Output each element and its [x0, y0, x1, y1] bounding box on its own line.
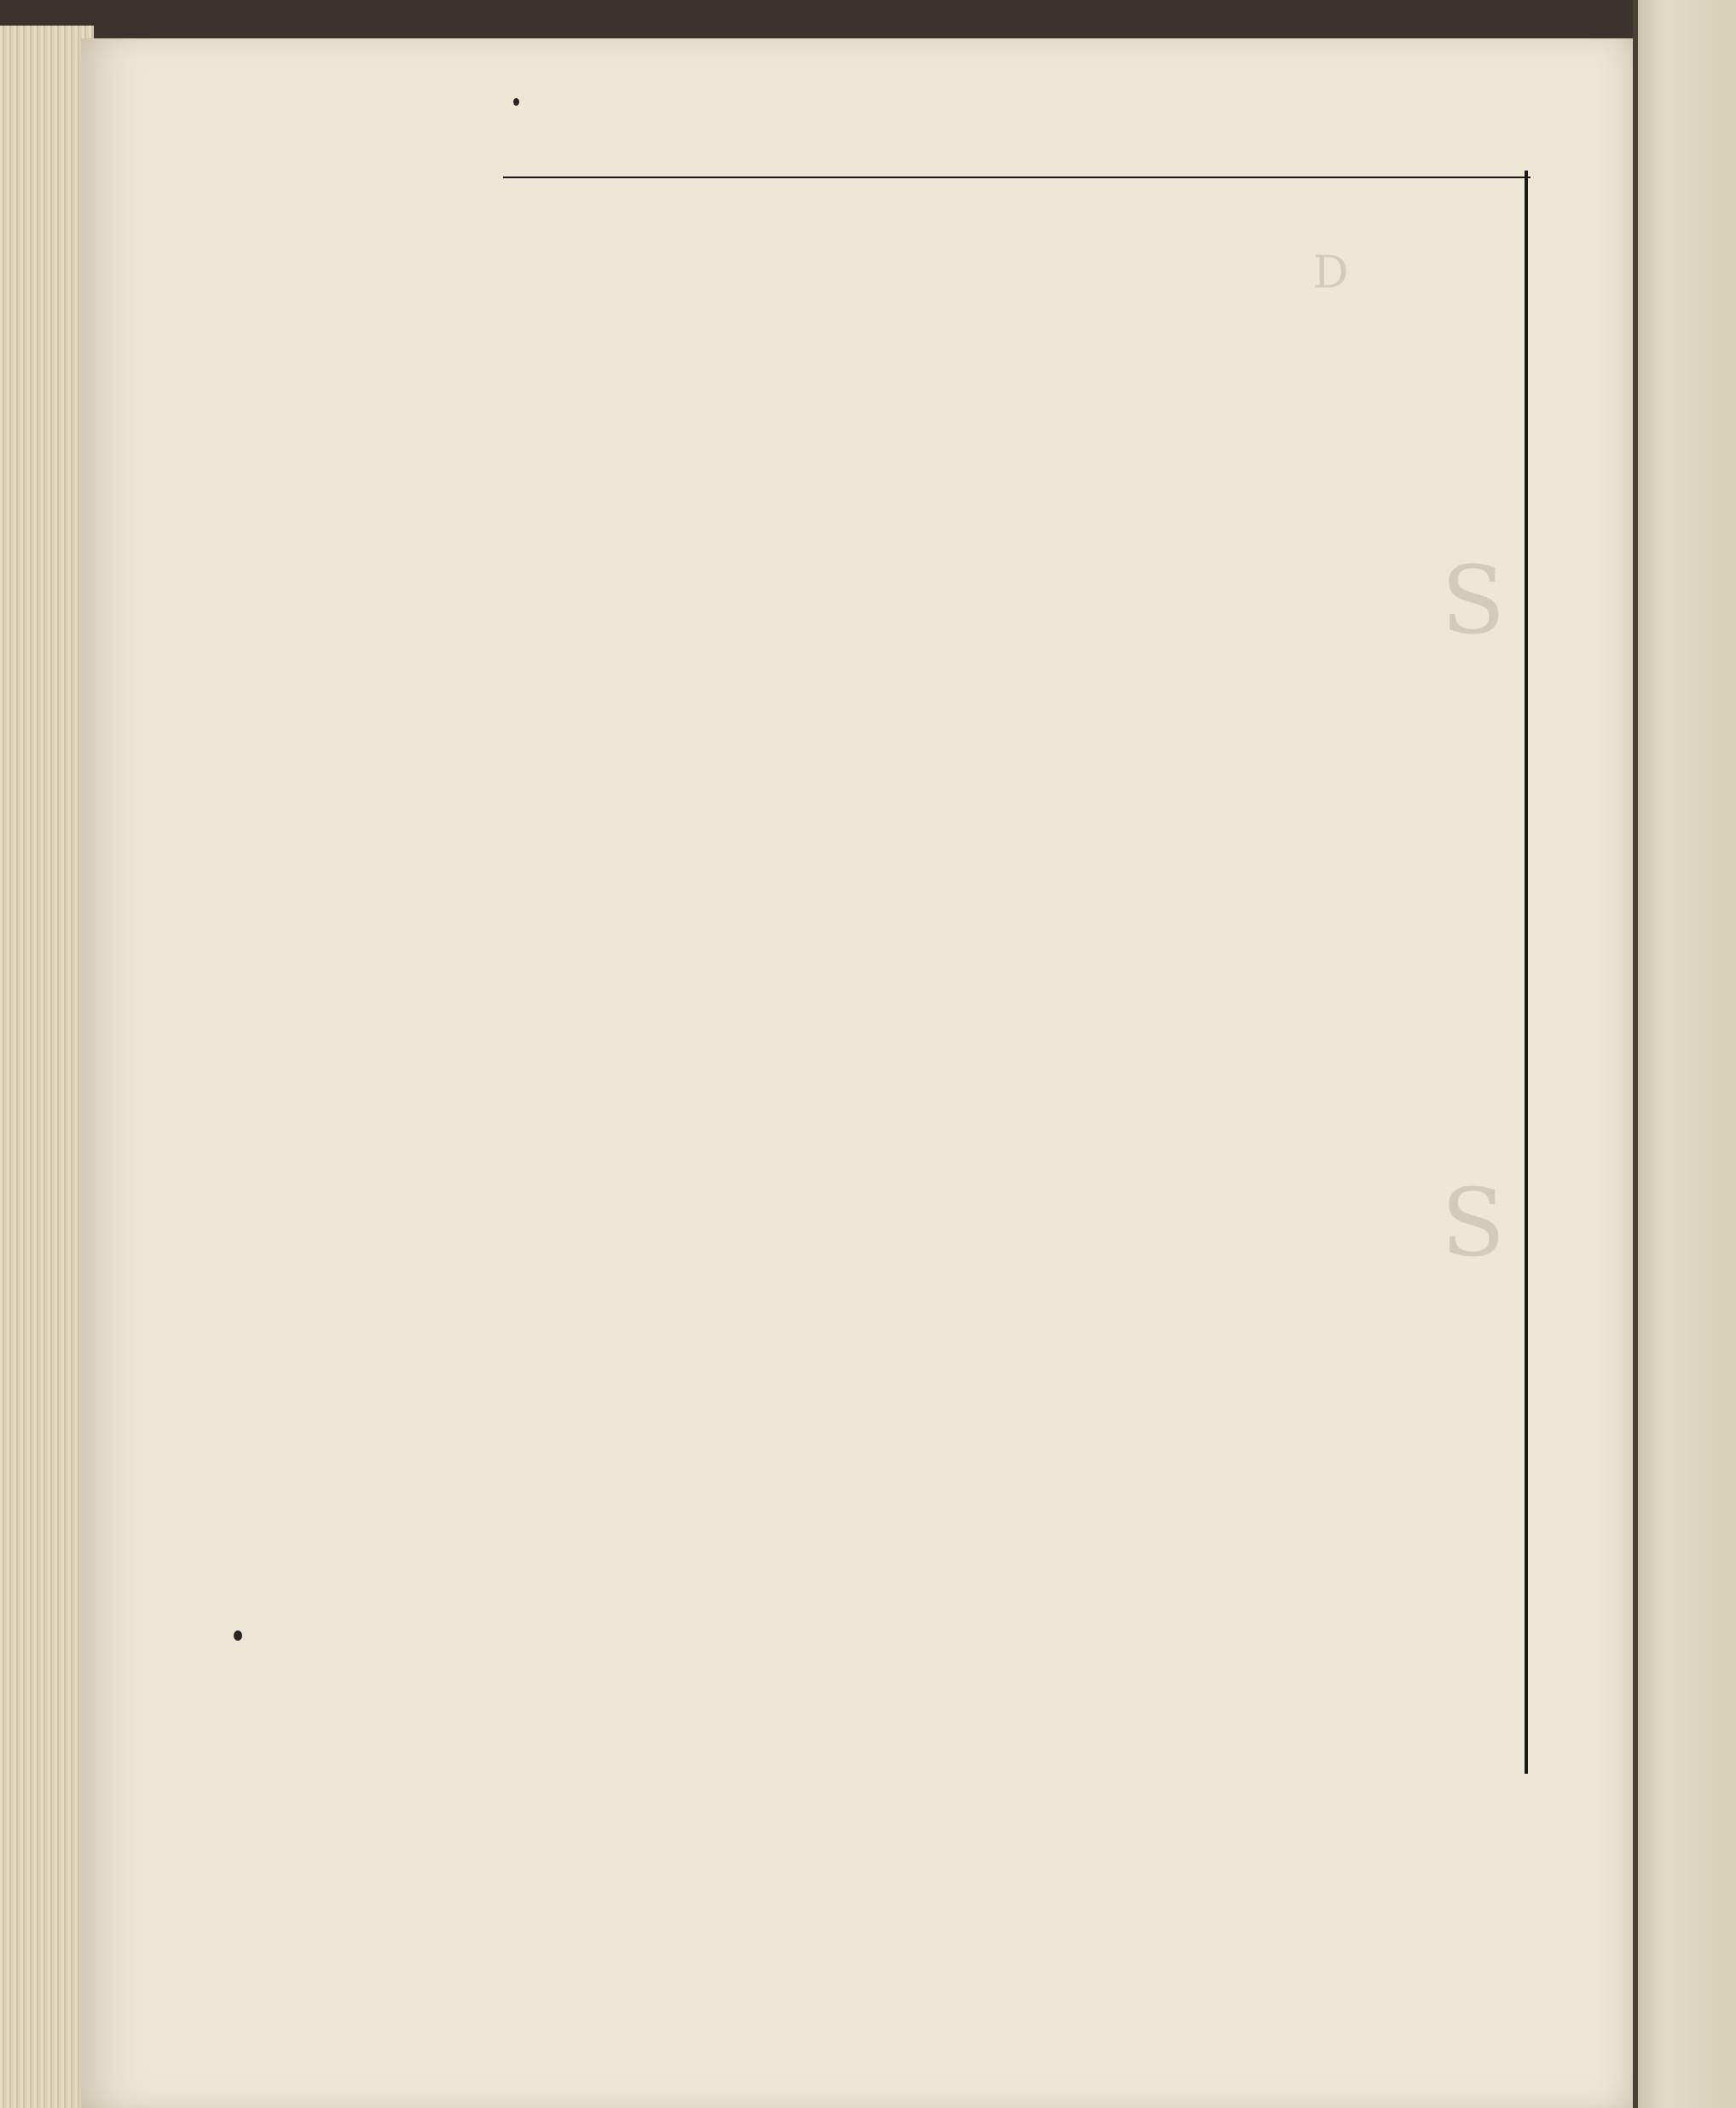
show-through-mark: D — [1313, 247, 1349, 298]
ink-speck — [513, 98, 519, 106]
show-through-mark: S — [1441, 1168, 1506, 1277]
book-page — [81, 38, 1641, 2108]
facing-page-edge — [1633, 0, 1736, 2108]
ink-speck — [234, 1630, 242, 1641]
book-page-edges — [0, 26, 94, 2108]
frame-rule-right — [1525, 171, 1528, 1774]
show-through-mark: S — [1441, 546, 1506, 655]
frame-rule-top — [503, 177, 1531, 178]
